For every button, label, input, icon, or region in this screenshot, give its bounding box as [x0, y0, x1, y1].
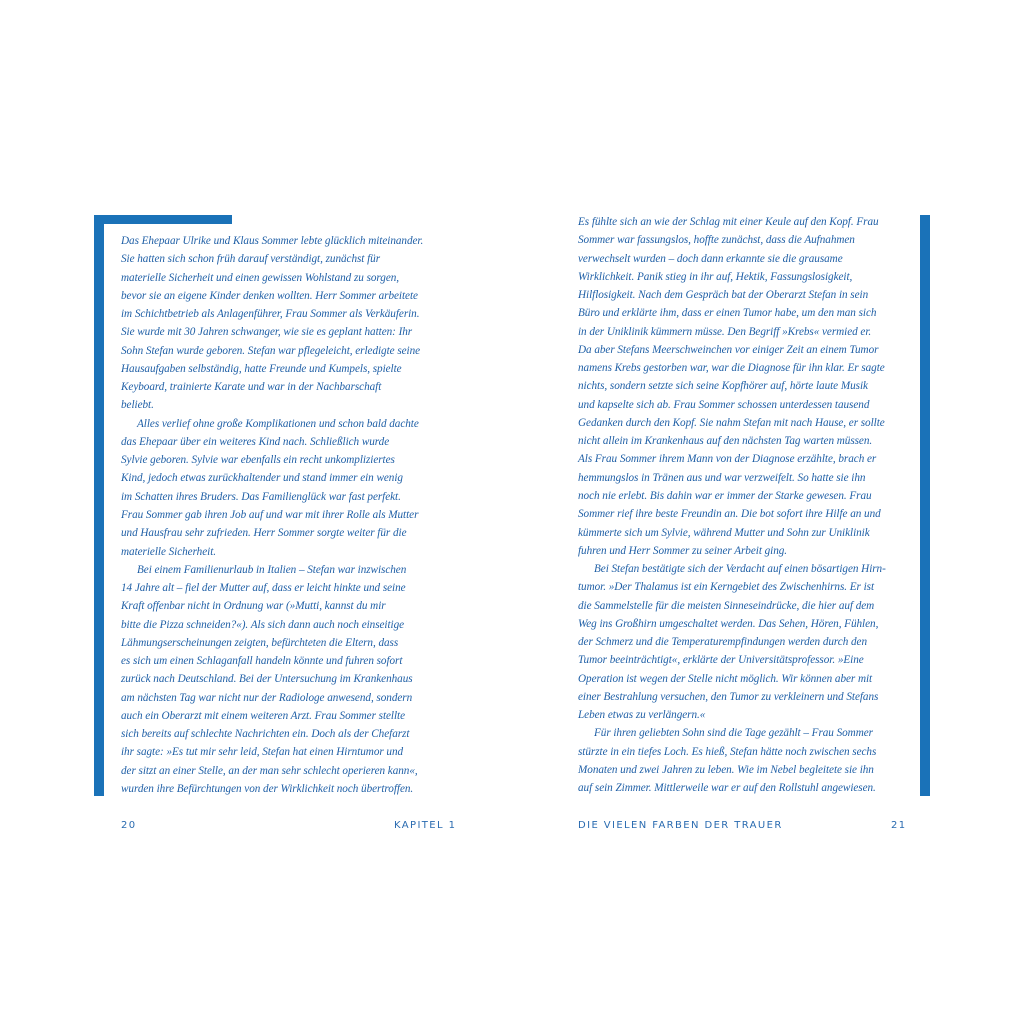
right-paragraph-3: Für ihren geliebten Sohn sind die Tage gezählt – Frau Sommer stürzte in ein tiefes Loch. Es hieß, Stefan hätte noch zwischen sechs Monaten und zwei Jahren zu leben. Wie im Nebel begleitete sie ihn auf sein Zimmer. Mittlerweile war er auf den Rollstuhl angewiesen. [578, 727, 877, 795]
right-running-head: DIE VIELEN FARBEN DER TRAUER [578, 820, 783, 831]
left-page-number: 20 [121, 820, 137, 831]
left-paragraph-2: Alles verlief ohne große Komplikationen und schon bald dachte das Ehepaar über ein weiteres Kind nach. Schließlich wurde Sylvie geboren. Sylvie war ebenfalls ein recht unkompliziertes Kind, jedoch etwas zurückhaltender und stand immer ein wenig im Schatten ihres Bruders. Das Familienglück war fast perfekt. Frau Sommer gab ihren Job auf und war mit ihrer Rolle als Mutter und Hausfrau sehr zufrieden. Herr Sommer sorgte weiter für die materielle Sicherheit. [121, 417, 419, 558]
left-paragraph-1: Das Ehepaar Ulrike und Klaus Sommer lebte glücklich miteinander. Sie hatten sich schon früh darauf verständigt, zunächst für materielle Sicherheit und einen gewissen Wohlstand zu sorgen, bevor sie an eigene Kinder denken wollten. Herr Sommer arbeitete im Schichtbetrieb als Anlagenführer, Frau Sommer als Verkäuferin. Sie wurde mit 30 Jahren schwanger, wie sie es geplant hatten: Ihr Sohn Stefan wurde geboren. Stefan war pflegeleicht, erledigte seine Hausaufgaben selbständig, hatte Freunde und Kumpels, spielte Keyboard, trainierte Karate und war in der Nachbarschaft beliebt. [121, 235, 424, 412]
left-page-body [121, 232, 451, 798]
right-page-body [578, 213, 908, 798]
right-page-number: 21 [891, 820, 907, 831]
left-accent-bar [94, 215, 104, 796]
left-running-head: KAPITEL 1 [394, 820, 457, 831]
right-accent-bar [920, 215, 930, 796]
right-paragraph-2: Bei Stefan bestätigte sich der Verdacht auf einen bösartigen Hirn- tumor. »Der Thalamus ist ein Kerngebiet des Zwischenhirns. Er ist die Sammelstelle für die meisten Sinneseindrücke, die hier auf dem Weg ins Großhirn umgeschaltet werden. Das Sehen, Hören, Fühlen, der Schmerz und die Temperaturempfindungen werden durch den Tumor beeinträchtigt«, erklärte der Universitätsprofessor. »Eine Operation ist wegen der Stelle nicht möglich. Wir können aber mit einer Bestrahlung versuchen, den Tumor zu verkleinern und Stefans Leben etwas zu verlängern.« [578, 563, 886, 722]
left-accent-bar-top [94, 215, 232, 224]
left-paragraph-3: Bei einem Familienurlaub in Italien – Stefan war inzwischen 14 Jahre alt – fiel der Mutter auf, dass er leicht hinkte und seine Kraft offenbar nicht in Ordnung war (»Mutti, kannst du mir bitte die Pizza schneiden?«). Als sich dann auch noch einseitige Lähmungserscheinungen zeigten, befürchteten die Eltern, dass es sich um einen Schlaganfall handeln könnte und fuhren sofort zurück nach Deutschland. Bei der Untersuchung im Krankenhaus am nächsten Tag war nicht nur der Radiologe anwesend, sondern auch ein Oberarzt mit einem weiteren Arzt. Frau Sommer stellte sich bereits auf schlechte Nachrichten ein. Doch als der Chefarzt ihr sagte: »Es tut mir sehr leid, Stefan hat einen Hirntumor und der sitzt an einer Stelle, an der man sehr schlecht operieren kann«, wurden ihre Befürchtungen von der Wirklichkeit noch übertroffen. [121, 563, 418, 795]
right-paragraph-1: Es fühlte sich an wie der Schlag mit einer Keule auf den Kopf. Frau Sommer war fassungslos, hoffte zunächst, dass die Aufnahmen verwechselt wurden – doch dann erkannte sie die grausame Wirklichkeit. Panik stieg in ihr auf, Hektik, Fassungslosigkeit, Hilflosigkeit. Nach dem Gespräch bat der Oberarzt Stefan in sein Büro und erklärte ihm, dass er einen Tumor habe, um den man sich in der Uniklinik kümmern müsse. Den Begriff »Krebs« vermied er. Da aber Stefans Meerschweinchen vor einiger Zeit an einem Tumor namens Krebs gestorben war, war die Diagnose für ihn klar. Er sagte nichts, sondern setzte sich seine Kopfhörer auf, hörte laute Musik und kapselte sich ab. Frau Sommer schossen unterdessen tausend Gedanken durch den Kopf. Sie nahm Stefan mit nach Hause, er sollte nicht allein im Krankenhaus auf den nächsten Tag warten müssen. Als Frau Sommer ihrem Mann von der Diagnose erzählte, brach er hemmungslos in Tränen aus und war verzweifelt. So hatte sie ihn noch nie erlebt. Bis dahin war er immer der Starke gewesen. Frau Sommer rief ihre beste Freundin an. Die bot sofort ihre Hilfe an und kümmerte sich um Sylvie, während Mutter und Sohn zur Uniklinik fuhren und Herr Sommer zu seiner Arbeit ging. [578, 216, 885, 557]
